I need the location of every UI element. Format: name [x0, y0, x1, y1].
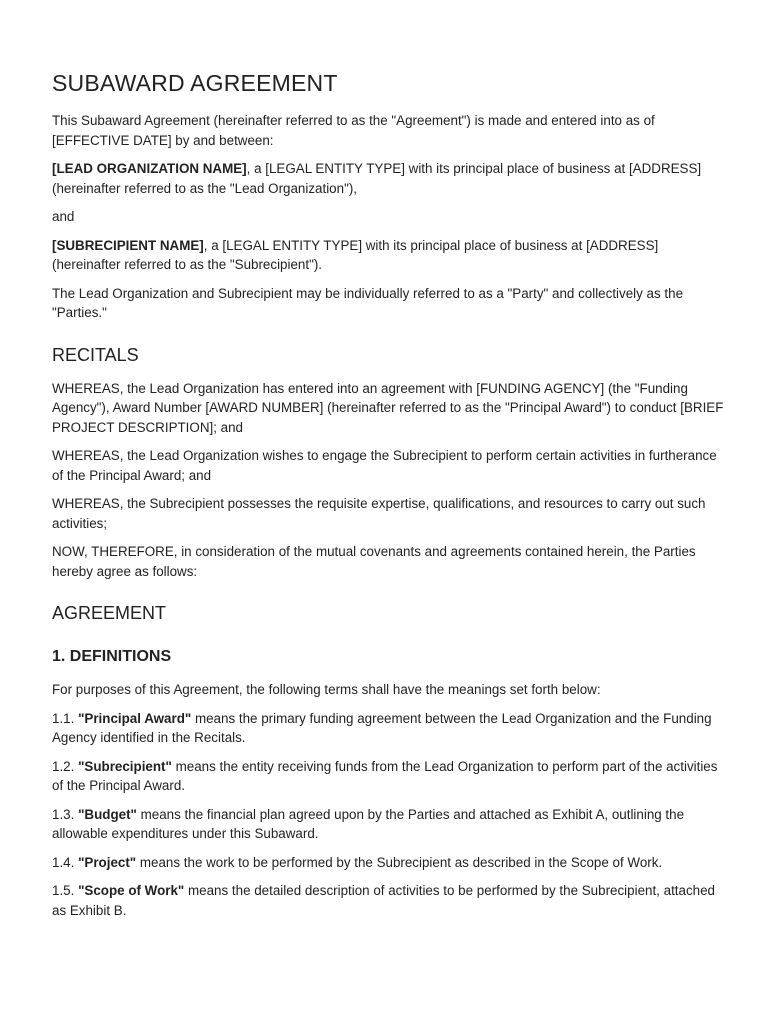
definition-item — [52, 709, 724, 748]
definition-text: means the primary funding agreement between the Lead Organization and the Funding Agency identified in the Recitals. — [52, 710, 712, 745]
definition-number: 1.5. — [52, 883, 79, 898]
recital-paragraph: NOW, THEREFORE, in consideration of the mutual covenants and agreements contained herein, the Parties hereby agree as follows: — [52, 544, 696, 579]
recital-paragraph: WHEREAS, the Lead Organization wishes to engage the Subrecipient to perform certain activities in furtherance of the Principal Award; and — [52, 448, 717, 483]
definition-term: "Principal Award" — [78, 710, 192, 726]
lead-party-name: [LEAD ORGANIZATION NAME] — [52, 161, 247, 176]
definitions-heading: 1. DEFINITIONS — [52, 648, 172, 665]
definition-item — [52, 853, 724, 873]
definition-term: "Subrecipient" — [78, 758, 172, 774]
recitals-heading: RECITALS — [52, 344, 139, 365]
definition-item — [52, 757, 724, 796]
lead-party-paragraph — [52, 159, 724, 198]
definition-number: 1.3. — [52, 806, 79, 822]
sub-party-paragraph — [52, 236, 724, 275]
definition-term: "Project" — [78, 854, 137, 870]
recital-paragraph: WHEREAS, the Subrecipient possesses the requisite expertise, qualifications, and resources to carry out such activities; — [52, 496, 706, 531]
sub-party-text: , a [LEGAL ENTITY TYPE] with its principal place of business at [ADDRESS] (hereinafter referred to as the "Subrecipient"). — [52, 237, 659, 272]
definition-text: means the detailed description of activities to be performed by the Subrecipient, attached as Exhibit B. — [52, 883, 715, 918]
definitions-intro: For purposes of this Agreement, the following terms shall have the meanings set forth below: — [52, 682, 601, 697]
document-title: SUBAWARD AGREEMENT — [52, 70, 338, 96]
lead-party-text: , a [LEGAL ENTITY TYPE] with its principal place of business at [ADDRESS] (hereinafter referred to as the "Lead Organization"), — [52, 161, 702, 196]
definition-number: 1.1. — [52, 710, 79, 726]
definition-text: means the entity receiving funds from the Lead Organization to perform part of the activities of the Principal Award. — [52, 758, 718, 793]
definition-item — [52, 881, 724, 920]
recital-paragraph: WHEREAS, the Lead Organization has entered into an agreement with [FUNDING AGENCY] (the "Funding Agency"), Award Number [AWARD NUMBER] (hereinafter referred to as the "Principal Award") to conduct [BRIEF PROJECT DESCRIPTION]; and — [52, 380, 724, 435]
definition-text: means the financial plan agreed upon by the Parties and attached as Exhibit A, outlining the allowable expenditures under this Subaward. — [52, 806, 685, 841]
and-text: and — [52, 209, 75, 224]
agreement-heading: AGREEMENT — [52, 603, 167, 623]
sub-party-name: [SUBRECIPIENT NAME] — [52, 237, 204, 253]
intro-paragraph: This Subaward Agreement (hereinafter referred to as the "Agreement") is made and entered into as of [EFFECTIVE DATE] by and between: — [52, 113, 655, 148]
definition-term: "Budget" — [78, 806, 137, 822]
definition-number: 1.2. — [52, 758, 79, 774]
parties-paragraph: The Lead Organization and Subrecipient may be individually referred to as a "Party" and collectively as the "Parties." — [52, 285, 684, 320]
definition-text: means the work to be performed by the Subrecipient as described in the Scope of Work. — [136, 854, 663, 870]
definition-term: "Scope of Work" — [78, 883, 185, 898]
document-page — [52, 70, 724, 929]
definition-item — [52, 805, 724, 844]
definition-number: 1.4. — [52, 854, 79, 870]
